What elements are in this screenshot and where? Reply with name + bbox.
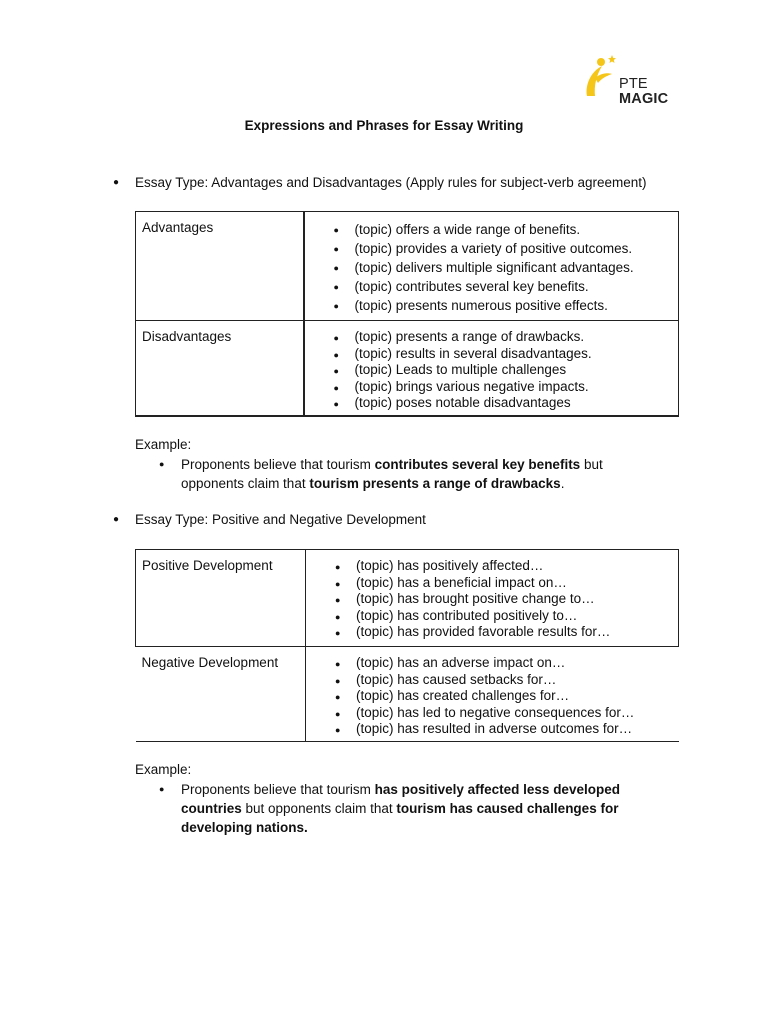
list-item: ● (topic) provides a variety of positive outcomes.	[305, 239, 679, 258]
list-item: ● (topic) contributes several key benefits.	[305, 277, 679, 296]
table-row	[136, 212, 679, 321]
table-row	[136, 321, 679, 417]
example-label: Example:	[135, 762, 192, 777]
example-text: Proponents believe that tourism	[181, 457, 375, 472]
list-item: ● (topic) Leads to multiple challenges	[305, 362, 679, 379]
list-item: ● (topic) has brought positive change to…	[306, 591, 678, 608]
list-item: ● (topic) brings various negative impacts.	[305, 379, 679, 396]
list-item: ● (topic) has contributed positively to…	[306, 608, 678, 625]
section-heading-text: Essay Type: Advantages and Disadvantages (Apply rules for subject-verb agreement)	[135, 175, 647, 190]
phrase-list	[305, 329, 679, 412]
list-item: ● (topic) has positively affected…	[306, 558, 678, 575]
logo-text-pte: PTE	[619, 76, 648, 92]
star-person-icon	[582, 52, 618, 100]
list-item: ● (topic) offers a wide range of benefits.	[305, 220, 679, 239]
list-item: ● (topic) has an adverse impact on…	[306, 655, 679, 672]
example-text: .	[560, 476, 565, 491]
example-bold-phrase: tourism has caused challenges for developing nations.	[181, 801, 619, 835]
row-label: Advantages	[136, 212, 304, 321]
bullet-icon: ●	[159, 459, 165, 469]
example-text: but opponents claim that	[181, 457, 603, 491]
example-paragraph	[135, 455, 655, 493]
phrase-list	[306, 655, 679, 738]
list-item: ● (topic) poses notable disadvantages	[305, 395, 679, 412]
example-text: but opponents claim that	[241, 801, 397, 816]
logo-text-magic: MAGIC	[619, 91, 669, 107]
bullet-icon: ●	[113, 177, 120, 188]
list-item: ● (topic) presents numerous positive effects.	[305, 296, 679, 315]
example-paragraph	[135, 780, 655, 837]
table-row	[136, 647, 679, 742]
list-item: ● (topic) delivers multiple significant advantages.	[305, 258, 679, 277]
list-item: ● (topic) results in several disadvantages.	[305, 346, 679, 363]
section-heading-text: Essay Type: Positive and Negative Development	[135, 512, 426, 527]
phrase-list	[306, 558, 678, 641]
bullet-icon: ●	[113, 514, 120, 525]
list-item: ● (topic) presents a range of drawbacks.	[305, 329, 679, 346]
phrase-list	[305, 220, 679, 315]
example-bold-phrase: contributes several key benefits	[374, 457, 581, 472]
row-label: Positive Development	[136, 550, 306, 647]
phrases-table-advantages	[135, 211, 679, 417]
list-item: ● (topic) has caused setbacks for…	[306, 672, 679, 689]
example-bold-phrase: has positively affected less developed countries	[181, 782, 620, 816]
example-bold-phrase: tourism presents a range of drawbacks	[309, 476, 561, 491]
page-title: Expressions and Phrases for Essay Writing	[244, 118, 524, 133]
list-item: ● (topic) has a beneficial impact on…	[306, 575, 678, 592]
row-label: Negative Development	[136, 647, 306, 742]
row-label: Disadvantages	[136, 321, 304, 417]
example-label: Example:	[135, 437, 192, 452]
pte-magic-logo	[582, 52, 682, 107]
phrases-table-development	[135, 549, 679, 742]
example-text: Proponents believe that tourism	[181, 782, 375, 797]
bullet-icon: ●	[159, 784, 165, 794]
list-item: ● (topic) has led to negative consequences for…	[306, 705, 679, 722]
list-item: ● (topic) has provided favorable results for…	[306, 624, 678, 641]
list-item: ● (topic) has created challenges for…	[306, 688, 679, 705]
table-row	[136, 550, 679, 647]
list-item: ● (topic) has resulted in adverse outcomes for…	[306, 721, 679, 738]
